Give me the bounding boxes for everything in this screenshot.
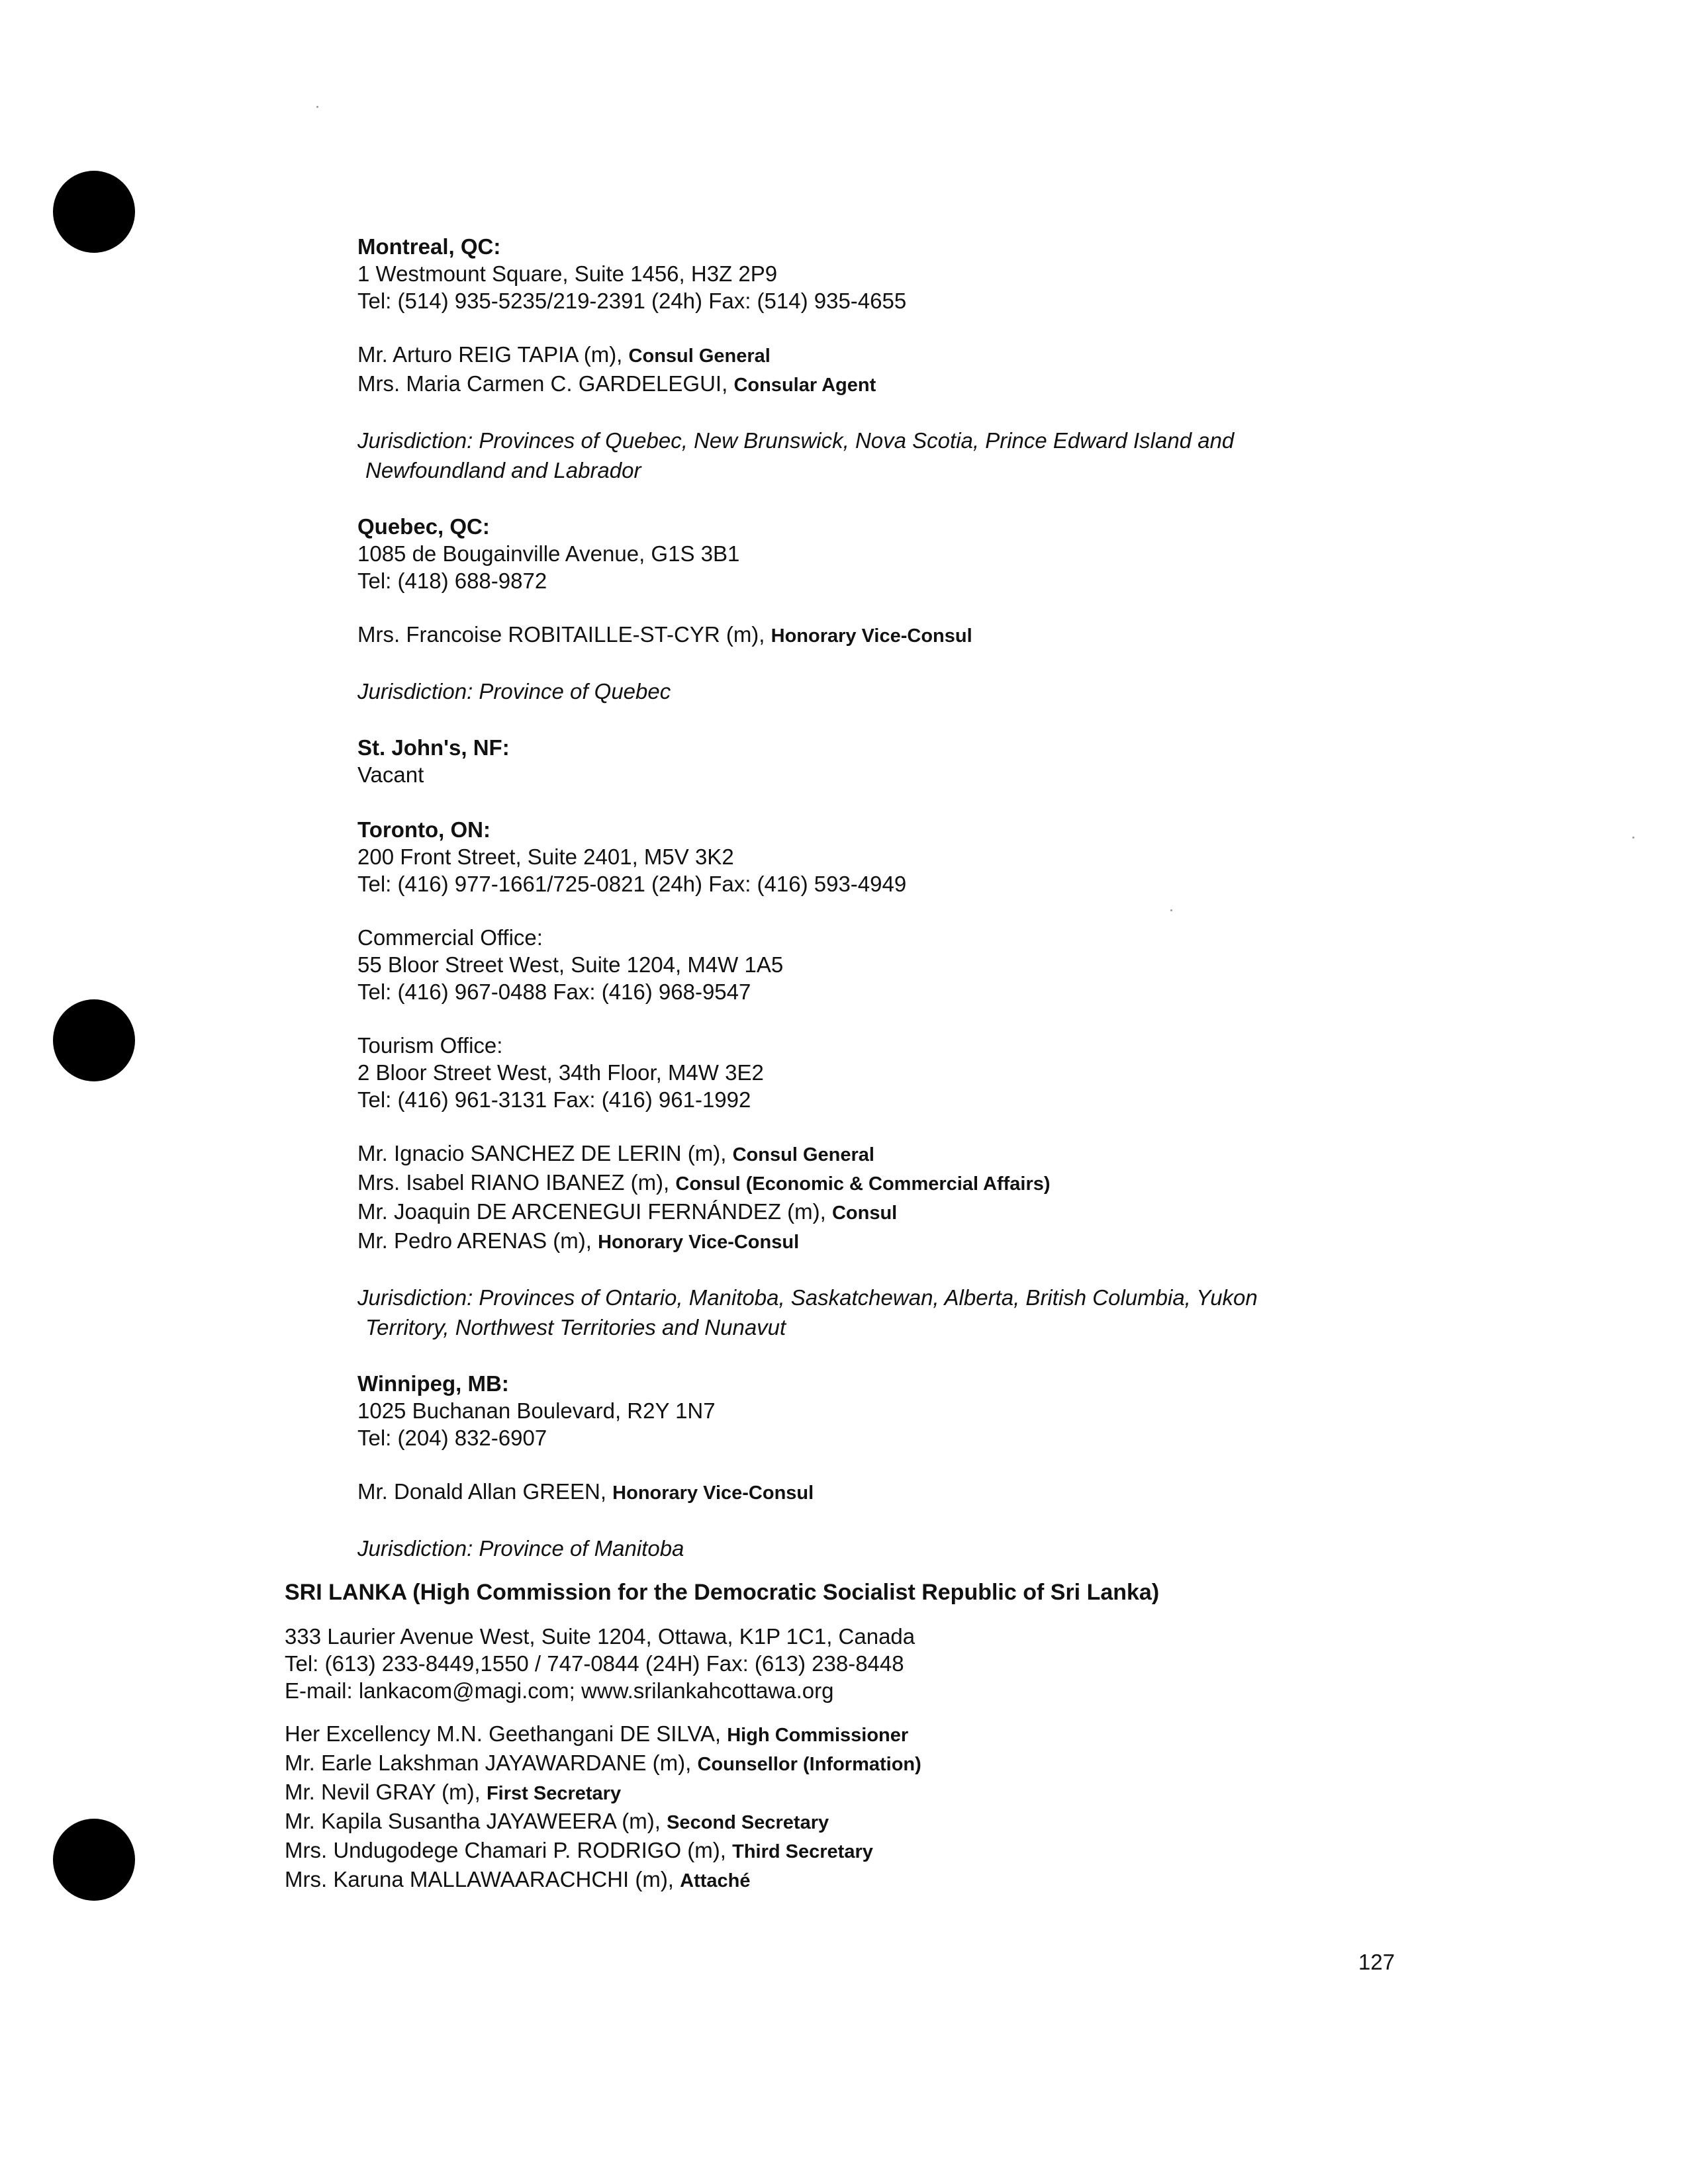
staff-title: Second Secretary [667,1812,829,1833]
city-heading: Montreal, QC: [357,234,501,259]
consulate-section [357,816,1483,1342]
city-heading: St. John's, NF: [357,735,510,760]
staff-title: Honorary Vice-Consul [598,1232,800,1253]
staff-name: Her Excellency M.N. Geethangani DE SILVA, [285,1721,727,1746]
office-line: 55 Bloor Street West, Suite 1204, M4W 1A5 [357,952,784,977]
jurisdiction [357,1283,1483,1342]
sri-lanka-section [285,1578,1542,1911]
staff-name: Mrs. Undugodege Chamari P. RODRIGO (m), [285,1838,733,1862]
address-line: Tel: (514) 935-5235/219-2391 (24h) Fax: (514) 935-4655 [357,289,907,313]
punch-hole-middle [53,999,135,1081]
staff-line [357,1169,1483,1198]
staff-title: Consul (Economic & Commercial Affairs) [675,1173,1051,1195]
punch-hole-top [53,171,135,253]
staff-line [285,1720,1542,1749]
address-line: Tel: (613) 233-8449,1550 / 747-0844 (24H) Fax: (613) 238-8448 [285,1651,904,1676]
address-line: Vacant [357,762,424,787]
staff-line [285,1778,1542,1807]
staff-title: Honorary Vice-Consul [612,1482,814,1504]
jurisdiction-line: Jurisdiction: Provinces of Ontario, Manitoba, Saskatchewan, Alberta, British Columbia, Yukon [357,1285,1258,1310]
staff-name: Mr. Joaquin DE ARCENEGUI FERNÁNDEZ (m), [357,1199,832,1224]
jurisdiction-line: Territory, Northwest Territories and Nunavut [365,1315,786,1340]
staff-name: Mr. Pedro ARENAS (m), [357,1228,598,1253]
punch-hole-bottom [53,1819,135,1901]
address-line: 1025 Buchanan Boulevard, R2Y 1N7 [357,1398,716,1423]
staff-line [285,1749,1542,1778]
spacer [357,1507,1483,1533]
staff-line [285,1837,1542,1866]
jurisdiction-line: Jurisdiction: Provinces of Quebec, New Brunswick, Nova Scotia, Prince Edward Island and [357,428,1235,453]
city-heading: Quebec, QC: [357,514,490,539]
sri-lanka-staff [285,1720,1542,1895]
spacer [357,897,1483,924]
scan-speck [1632,837,1634,839]
staff-line [357,1227,1483,1256]
address-line: 1085 de Bougainville Avenue, G1S 3B1 [357,541,740,566]
jurisdiction [357,1533,1483,1563]
city-heading: Toronto, ON: [357,817,491,842]
sri-lanka-heading: SRI LANKA (High Commission for the Democratic Socialist Republic of Sri Lanka) [285,1580,1160,1605]
address-line: Tel: (418) 688-9872 [357,569,547,593]
spacer [357,314,1483,341]
staff-title: Consul [831,1203,898,1224]
staff-title: Consul General [628,345,771,367]
staff-title: Consular Agent [733,375,876,396]
staff-name: Mr. Earle Lakshman JAYAWARDANE (m), [285,1751,698,1775]
staff-title: Honorary Vice-Consul [771,625,972,647]
staff-name: Mr. Nevil GRAY (m), [285,1780,487,1804]
jurisdiction-line: Jurisdiction: Province of Quebec [357,679,671,704]
staff-title: High Commissioner [727,1725,909,1746]
address-line: 333 Laurier Avenue West, Suite 1204, Ottawa, K1P 1C1, Canada [285,1624,915,1649]
staff-name: Mr. Arturo REIG TAPIA (m), [357,342,629,367]
staff-name: Mrs. Maria Carmen C. GARDELEGUI, [357,371,734,396]
staff-title: First Secretary [486,1783,622,1804]
staff-line [285,1807,1542,1837]
staff-name: Mr. Kapila Susantha JAYAWEERA (m), [285,1809,667,1833]
spacer [357,1256,1483,1283]
page-number: 127 [1358,1950,1395,1974]
sri-lanka-address [285,1623,1542,1704]
city-heading: Winnipeg, MB: [357,1371,509,1396]
address-line: Tel: (416) 977-1661/725-0821 (24h) Fax: (416) 593-4949 [357,872,907,896]
staff-name: Mrs. Isabel RIANO IBANEZ (m), [357,1170,676,1195]
staff-name: Mr. Ignacio SANCHEZ DE LERIN (m), [357,1141,733,1165]
staff-title: Counsellor (Information) [697,1754,921,1775]
consulate-section [357,734,1483,788]
spacer [357,594,1483,621]
staff-line [357,1478,1483,1507]
jurisdiction [357,676,1483,706]
staff-name: Mrs. Karuna MALLAWAARACHCHI (m), [285,1867,680,1891]
jurisdiction-line: Newfoundland and Labrador [365,458,641,482]
spacer [357,1005,1483,1032]
office-line: Commercial Office: [357,925,543,950]
address-line: E-mail: lankacom@magi.com; www.srilankahcottawa.org [285,1678,834,1703]
spacer [357,1113,1483,1140]
consulate-section [357,233,1483,485]
spacer [357,1451,1483,1478]
staff-name: Mrs. Francoise ROBITAILLE-ST-CYR (m), [357,622,771,647]
address-line: 1 Westmount Square, Suite 1456, H3Z 2P9 [357,261,778,286]
staff-line [357,1198,1483,1227]
staff-line [285,1866,1542,1895]
staff-line [357,1140,1483,1169]
staff-title: Consul General [732,1144,874,1165]
staff-title: Attaché [680,1870,751,1891]
jurisdiction [357,426,1483,485]
office-line: Tel: (416) 967-0488 Fax: (416) 968-9547 [357,979,751,1004]
jurisdiction-line: Jurisdiction: Province of Manitoba [357,1536,684,1561]
consulates-list [357,233,1483,1591]
staff-title: Third Secretary [732,1841,873,1862]
staff-line [357,370,1483,399]
staff-name: Mr. Donald Allan GREEN, [357,1479,613,1504]
address-line: 200 Front Street, Suite 2401, M5V 3K2 [357,844,734,869]
staff-line [357,621,1483,650]
consulate-section [357,513,1483,706]
spacer [357,650,1483,676]
scan-speck [316,106,318,108]
office-line: 2 Bloor Street West, 34th Floor, M4W 3E2 [357,1060,764,1085]
office-line: Tourism Office: [357,1033,503,1058]
consulate-section [357,1370,1483,1563]
office-line: Tel: (416) 961-3131 Fax: (416) 961-1992 [357,1087,751,1112]
address-line: Tel: (204) 832-6907 [357,1426,547,1450]
staff-line [357,341,1483,370]
spacer [357,399,1483,426]
